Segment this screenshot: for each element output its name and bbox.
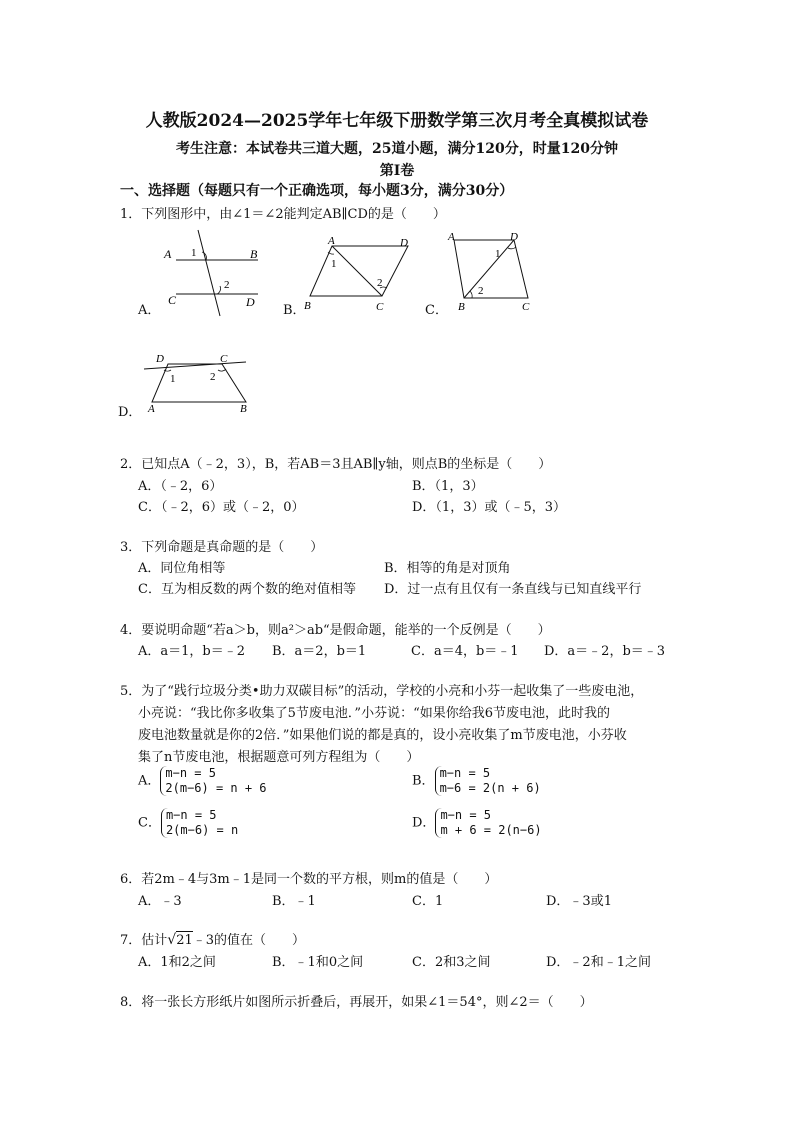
q5-system-a: m−n = 5 2(m−6) = n + 6	[160, 766, 266, 796]
q2-option-a: A．（﹣2，6）	[138, 479, 223, 494]
q3-option-d: D．过一点有且仅有一条直线与已知直线平行	[384, 582, 642, 597]
q6-option-b: B．﹣1	[272, 894, 316, 909]
svg-text:B: B	[304, 300, 311, 312]
q3-option-c: C．互为相反数的两个数的绝对值相等	[138, 582, 356, 597]
q7-option-d: D．﹣2和﹣1之间	[546, 955, 651, 970]
q1-option-a: A．	[138, 303, 161, 318]
q2-option-d: D．（1，3）或（﹣5，3）	[412, 500, 567, 515]
svg-text:C: C	[522, 301, 530, 313]
q7-option-b: B．﹣1和0之间	[272, 955, 364, 970]
svg-text:2: 2	[377, 277, 383, 289]
q4-stem: 4．要说明命题“若a＞b，则a²＞ab“是假命题，能举的一个反例是（ ）	[120, 623, 551, 638]
q7-stem: 7．估计√21﹣3的值在（ ）	[120, 932, 306, 948]
q6-option-d: D．﹣3或1	[546, 894, 612, 909]
svg-text:D: D	[156, 353, 164, 365]
q4-option-c: C．a＝4，b＝﹣1	[411, 644, 519, 659]
q5-system-b: m−n = 5 m−6 = 2(n + 6)	[435, 766, 541, 796]
svg-text:A: A	[448, 231, 455, 243]
q2-option-b: B．（1，3）	[412, 479, 484, 494]
svg-text:C: C	[376, 301, 384, 313]
svg-text:2: 2	[210, 371, 216, 383]
q5-system-c: m−n = 5 2(m−6) = n	[161, 808, 238, 838]
q1-option-d: D．	[118, 405, 142, 420]
svg-text:A: A	[328, 235, 335, 247]
svg-text:2: 2	[478, 285, 484, 297]
q6-stem: 6．若2m﹣4与3m﹣1是同一个数的平方根，则m的值是（ ）	[120, 872, 498, 887]
fig-a-label-b: B	[250, 247, 258, 261]
fig-a-angle-2: 2	[224, 279, 230, 291]
q1-figure-c	[446, 228, 546, 314]
q5-option-d: D．m−n = 5 m + 6 = 2(n−6)	[412, 808, 542, 837]
svg-text:D: D	[510, 231, 518, 243]
q4-option-d: D．a＝﹣2，b＝﹣3	[544, 644, 666, 659]
q8-stem: 8．将一张长方形纸片如图所示折叠后，再展开，如果∠1＝54°，则∠2＝（ ）	[120, 995, 593, 1010]
q1-figure-d	[140, 344, 256, 420]
fig-a-angle-1: 1	[191, 247, 197, 259]
q7-radicand: 21	[176, 933, 193, 948]
q3-option-b: B．相等的角是对顶角	[384, 561, 511, 576]
page-title: 人教版2024—2025学年七年级下册数学第三次月考全真模拟试卷	[145, 111, 649, 131]
section-heading: 一、选择题（每题只有一个正确选项，每小题3分，满分30分）	[120, 183, 514, 199]
q5-option-b: B．m−n = 5 m−6 = 2(n + 6)	[412, 766, 541, 795]
svg-text:A: A	[148, 403, 155, 415]
svg-text:B: B	[240, 403, 247, 415]
fig-a-label-d: D	[246, 295, 255, 309]
q4-option-b: B．a＝2，b＝1	[272, 644, 367, 659]
q1-option-b: B．	[283, 303, 306, 318]
volume-label: 第Ⅰ卷	[379, 163, 415, 179]
q2-stem: 2．已知点A（﹣2，3），B，若AB＝3且AB∥y轴，则点B的坐标是（ ）	[120, 457, 552, 472]
q1-figure-b	[300, 234, 420, 314]
q5-line-2: 小亮说：“我比你多收集了5节废电池．”小芬说：“如果你给我6节废电池，此时我的	[138, 706, 610, 721]
q6-option-a: A．﹣3	[138, 894, 182, 909]
fig-a-label-c: C	[168, 293, 177, 307]
q1-stem: 1．下列图形中，由∠1＝∠2能判定AB∥CD的是（ ）	[120, 207, 446, 222]
q6-option-c: C．1	[412, 894, 444, 909]
q7-option-c: C．2和3之间	[412, 955, 491, 970]
exam-notice: 考生注意：本试卷共三道大题，25道小题，满分120分，时量120分钟	[176, 141, 618, 157]
q5-line-1: 5．为了“践行垃圾分类•助力双碳目标”的活动，学校的小亮和小芬一起收集了一些废电池，	[120, 684, 644, 699]
q5-option-a: A．m−n = 5 2(m−6) = n + 6	[138, 766, 267, 795]
svg-text:1: 1	[331, 258, 337, 270]
q5-line-3: 废电池数量就是你的2倍．”如果他们说的都是真的，设小亮收集了m节废电池，小芬收	[138, 728, 627, 743]
svg-text:D: D	[400, 237, 408, 249]
q5-option-c: C．m−n = 5 2(m−6) = n	[138, 808, 239, 837]
q7-option-a: A．1和2之间	[138, 955, 216, 970]
q3-option-a: A．同位角相等	[138, 561, 226, 576]
fig-a-label-a: A	[164, 247, 172, 261]
q1-figure-a	[158, 228, 274, 320]
svg-text:B: B	[458, 301, 465, 313]
svg-text:1: 1	[495, 248, 501, 260]
q1-option-c: C．	[425, 303, 448, 318]
q3-stem: 3．下列命题是真命题的是（ ）	[120, 540, 324, 555]
q5-system-d: m−n = 5 m + 6 = 2(n−6)	[435, 808, 541, 838]
q5-line-4: 集了n节废电池，根据题意可列方程组为（ ）	[138, 750, 420, 765]
svg-text:C: C	[220, 353, 228, 365]
q2-option-c: C．（﹣2，6）或（﹣2，0）	[138, 500, 305, 515]
svg-text:1: 1	[170, 373, 176, 385]
q4-option-a: A．a＝1，b＝﹣2	[138, 644, 246, 659]
